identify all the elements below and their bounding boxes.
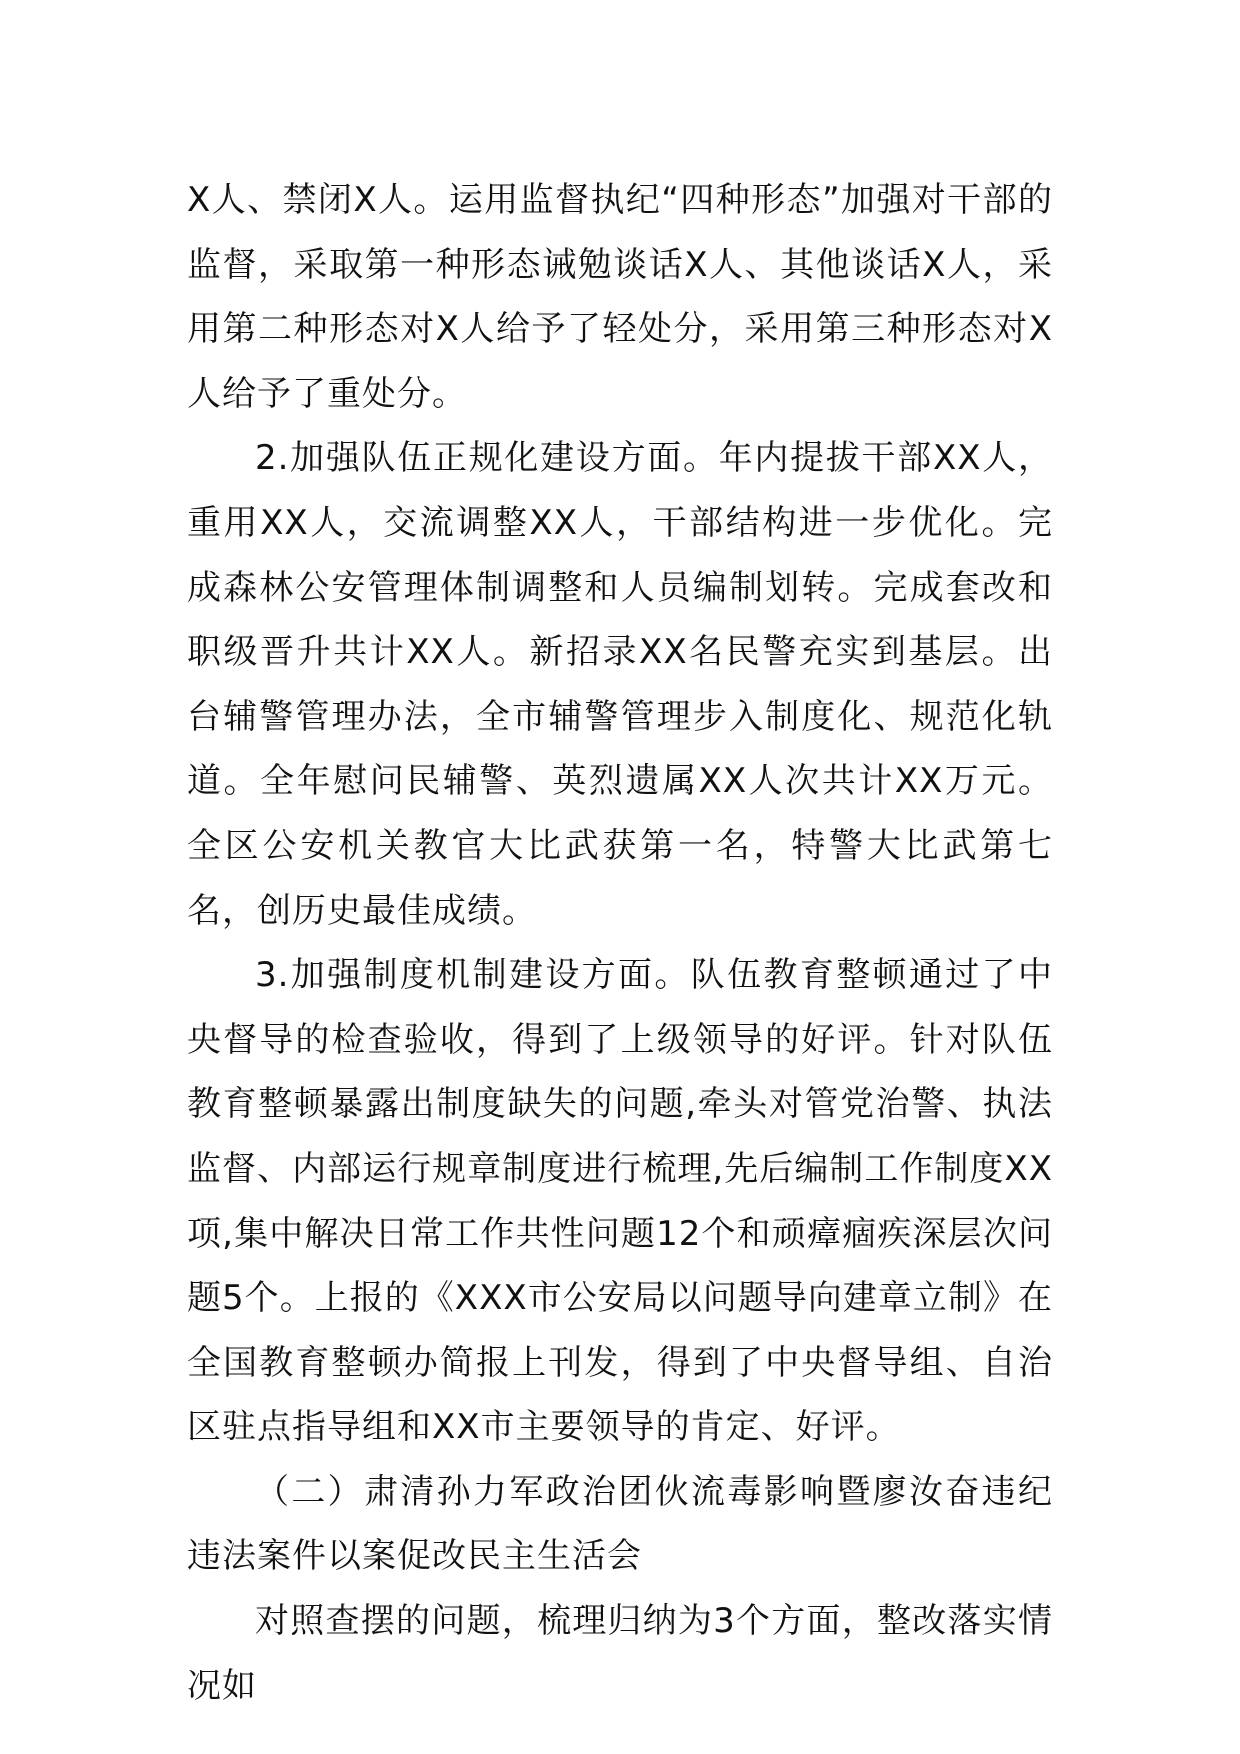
paragraph-4: 对照查摆的问题，梳理归纳为3个方面，整改落实情况如 [187, 1601, 1053, 1706]
section-heading: （二）肃清孙力军政治团伙流毒影响暨廖汝奋违纪违法案件以案促改民主生活会 [187, 1471, 1053, 1577]
paragraph-2: 2.加强队伍正规化建设方面。年内提拔干部XX人，重用XX人，交流调整XX人，干部结构进一步优化。完成森林公安管理体制调整和人员编制划转。完成套改和职级晋升共计XX人。新招录XX名民警充实到基层。出台辅警管理办法，全市辅警管理步入制度化、规范化轨道。全年慰问民辅警、英烈遗属XX人次共计XX万元。全区公安机关教官大比武获第一名，特警大比武第七名，创历史最佳成绩。 [187, 438, 1053, 931]
document-body [187, 168, 1053, 1718]
paragraph-1: X人、禁闭X人。运用监督执纪“四种形态”加强对干部的监督，采取第一种形态诫勉谈话X人、其他谈话X人，采用第二种形态对X人给予了轻处分，采用第三种形态对X人给予了重处分。 [187, 180, 1053, 414]
paragraph-3: 3.加强制度机制建设方面。队伍教育整顿通过了中央督导的检查验收，得到了上级领导的好评。针对队伍教育整顿暴露出制度缺失的问题,牵头对管党治警、执法监督、内部运行规章制度进行梳理,先后编制工作制度XX项,集中解决日常工作共性问题12个和顽瘴痼疾深层次问题5个。上报的《XXX市公安局以问题导向建章立制》在全国教育整顿办简报上刊发，得到了中央督导组、自治区驻点指导组和XX市主要领导的肯定、好评。 [187, 955, 1053, 1448]
